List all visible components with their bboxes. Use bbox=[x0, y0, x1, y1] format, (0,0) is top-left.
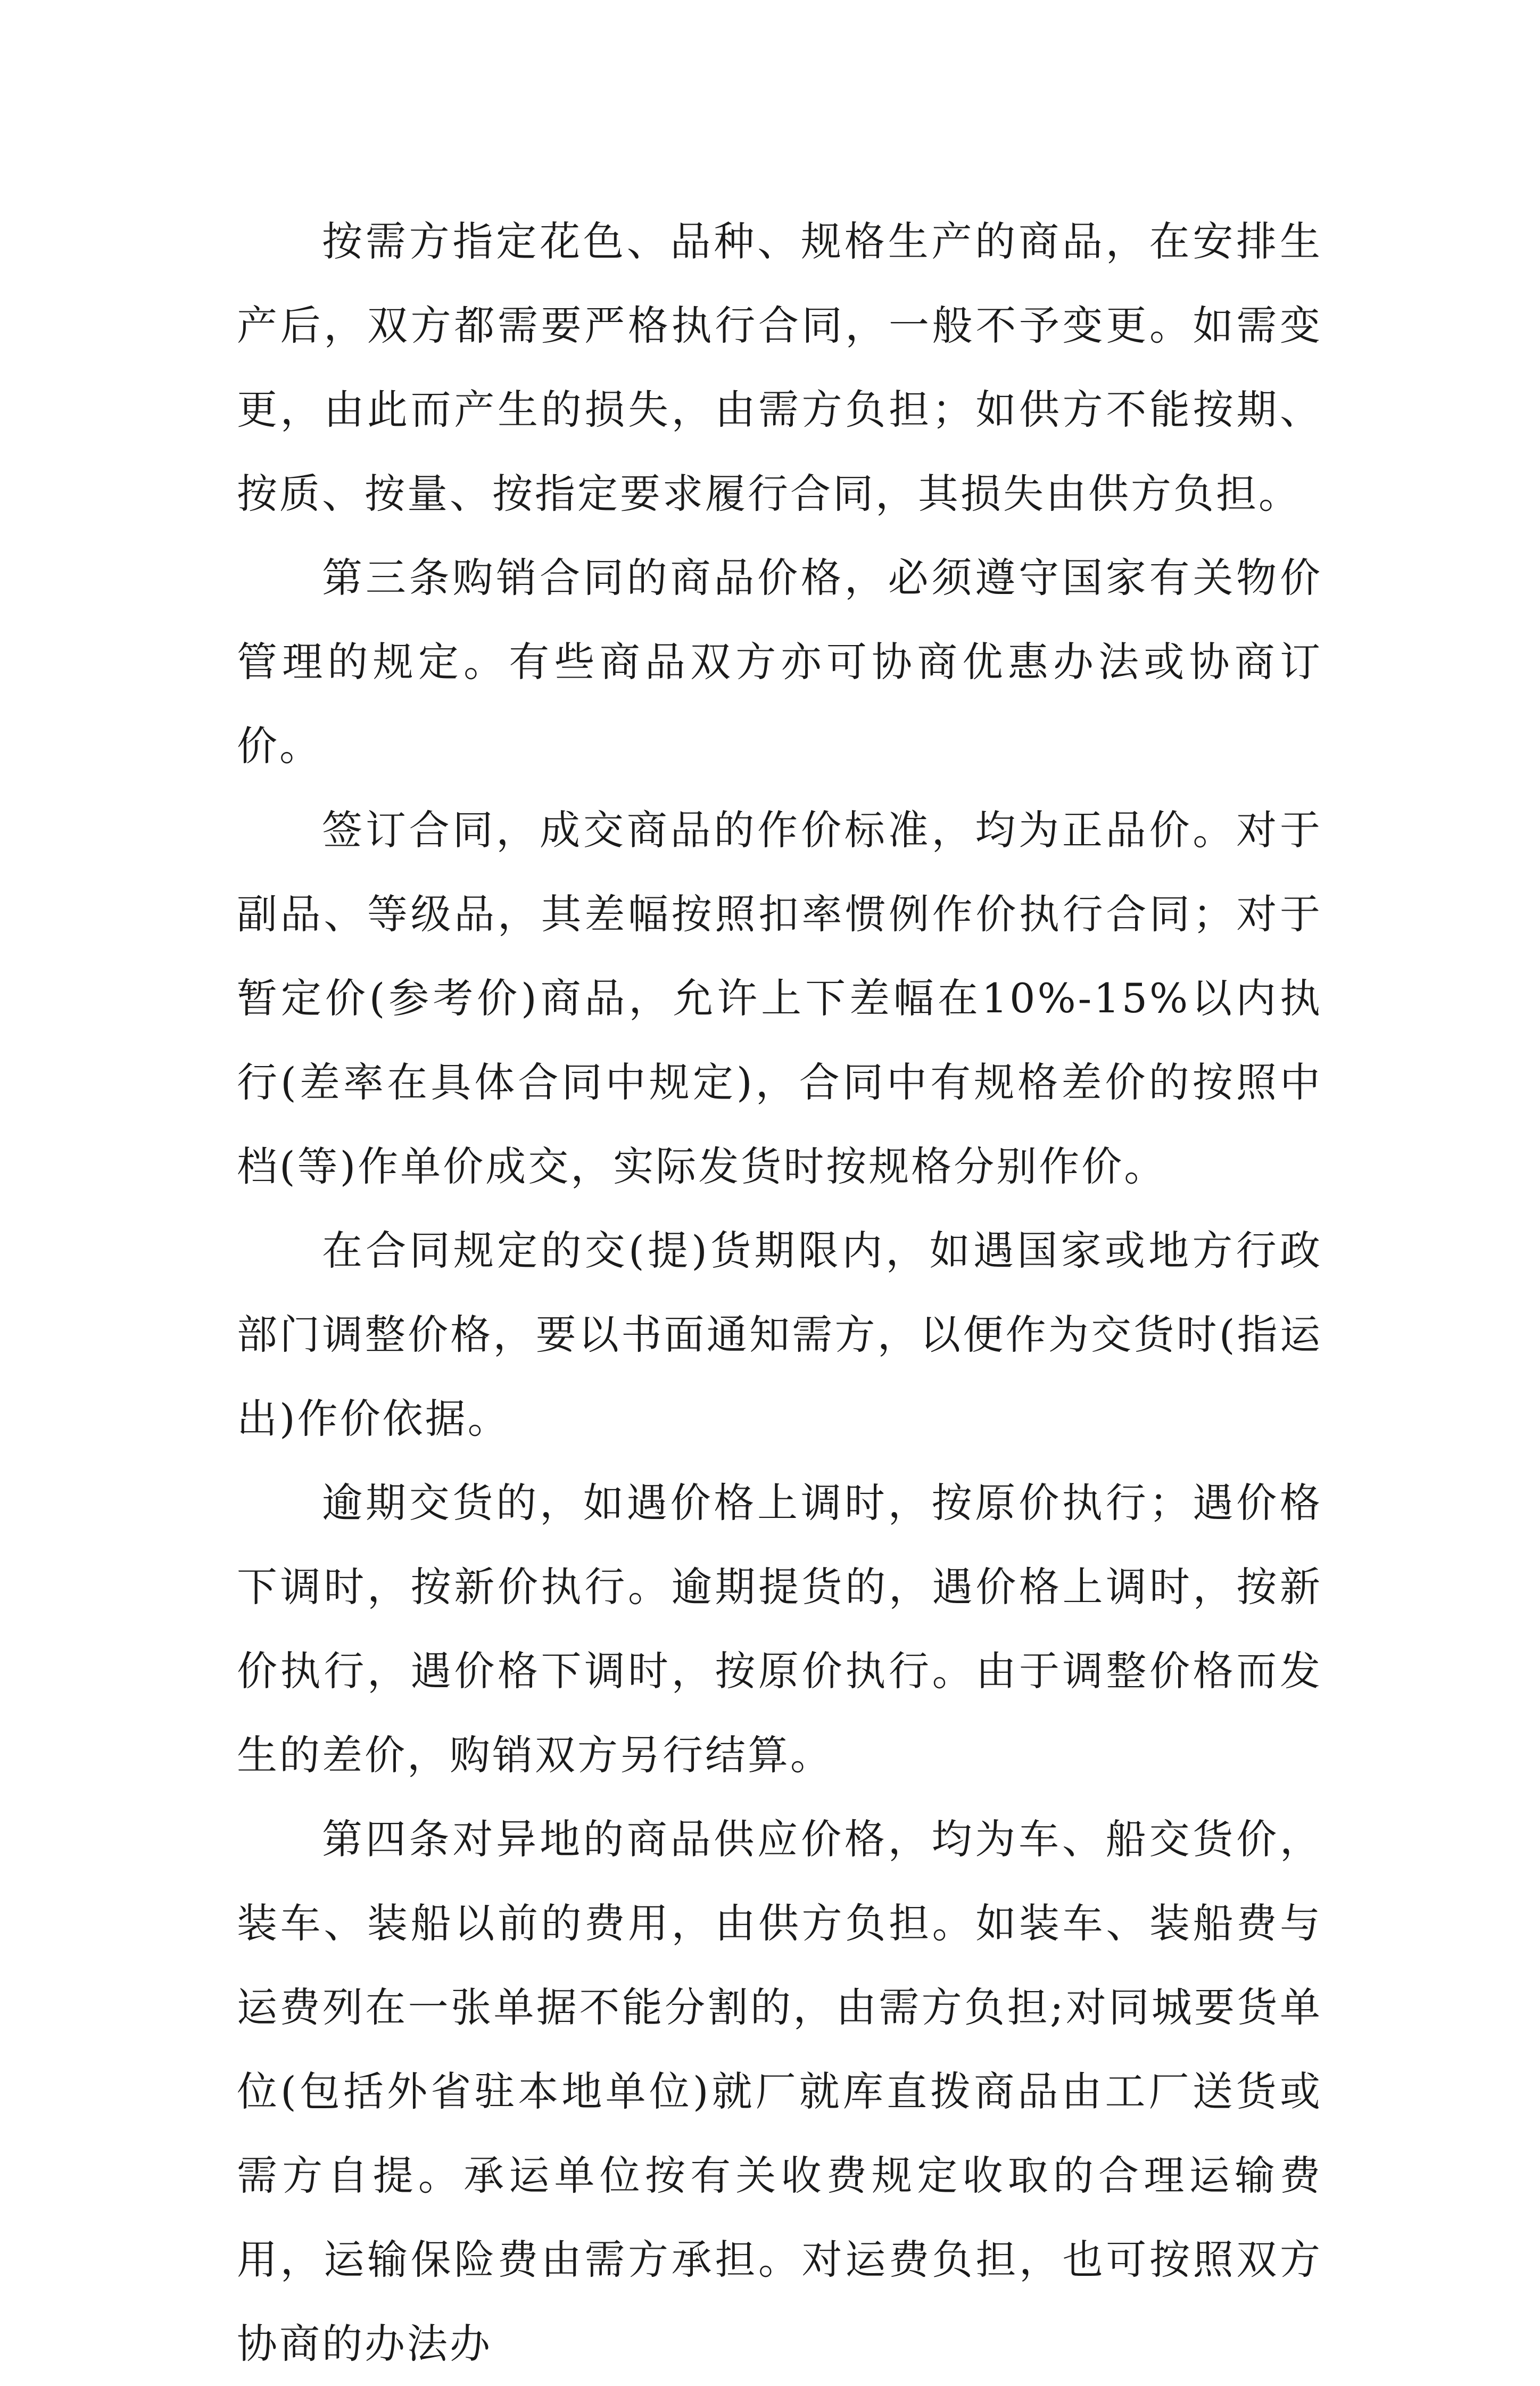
document-body bbox=[237, 200, 1322, 2386]
paragraph-6: 第四条对异地的商品供应价格，均为车、船交货价，装车、装船以前的费用，由供方负担。如装车、装船费与运费列在一张单据不能分割的，由需方负担;对同城要货单位(包括外省驻本地单位)就厂就库直拨商品由工厂送货或需方自提。承运单位按有关收费规定收取的合理运输费用，运输保险费由需方承担。对运费负担，也可按照双方协商的办法办 bbox=[237, 1815, 1322, 2367]
paragraph-2: 第三条购销合同的商品价格，必须遵守国家有关物价管理的规定。有些商品双方亦可协商优惠办法或协商订价。 bbox=[237, 554, 1322, 770]
paragraph-5: 逾期交货的，如遇价格上调时，按原价执行；遇价格下调时，按新价执行。逾期提货的，遇价格上调时，按新价执行，遇价格下调时，按原价执行。由于调整价格而发生的差价，购销双方另行结算。 bbox=[237, 1479, 1322, 1779]
paragraph-1: 按需方指定花色、品种、规格生产的商品，在安排生产后，双方都需要严格执行合同，一般不予变更。如需变更，由此而产生的损失，由需方负担；如供方不能按期、按质、按量、按指定要求履行合同，其损失由供方负担。 bbox=[237, 218, 1322, 517]
paragraph-4: 在合同规定的交(提)货期限内，如遇国家或地方行政部门调整价格，要以书面通知需方，以便作为交货时(指运出)作价依据。 bbox=[237, 1227, 1322, 1442]
paragraph-3: 签订合同，成交商品的作价标准，均为正品价。对于副品、等级品，其差幅按照扣率惯例作价执行合同；对于暂定价(参考价)商品，允许上下差幅在10%-15%以内执行(差率在具体合同中规定)，合同中有规格差价的按照中档(等)作单价成交，实际发货时按规格分别作价。 bbox=[237, 806, 1322, 1190]
